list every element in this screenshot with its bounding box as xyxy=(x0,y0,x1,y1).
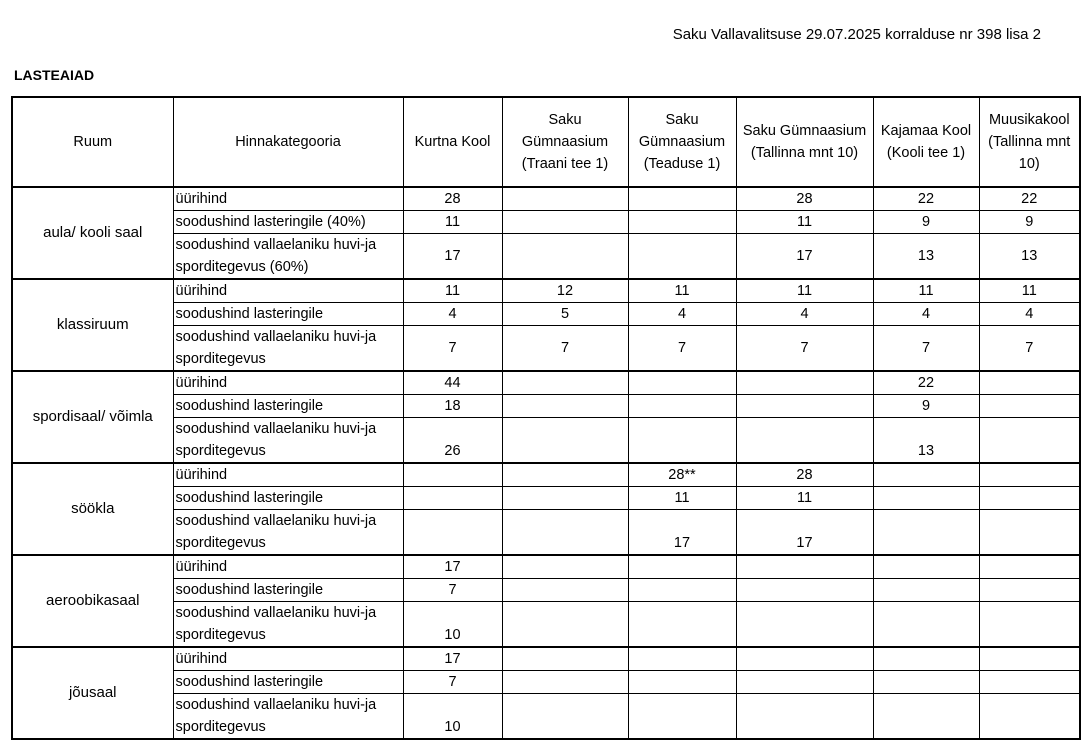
price-value-cell xyxy=(403,487,502,510)
price-value-cell xyxy=(628,371,736,395)
price-category-cell: soodushind lasteringile (40%) xyxy=(173,211,403,234)
table-row xyxy=(12,463,1080,487)
price-value-cell: 28** xyxy=(628,463,736,487)
price-value-cell: 11 xyxy=(403,279,502,303)
price-value-cell xyxy=(736,371,873,395)
price-value-cell xyxy=(736,694,873,740)
price-value-cell xyxy=(979,694,1080,740)
table-row xyxy=(12,326,1080,372)
price-value-cell: 5 xyxy=(502,303,628,326)
price-value-cell: 10 xyxy=(403,694,502,740)
price-value-cell xyxy=(502,555,628,579)
price-category-cell: üürihind xyxy=(173,371,403,395)
price-value-cell xyxy=(628,579,736,602)
price-value-cell xyxy=(502,647,628,671)
price-value-cell xyxy=(628,395,736,418)
price-value-cell: 9 xyxy=(873,211,979,234)
price-category-cell: soodushind vallaelaniku huvi-ja sporditegevus xyxy=(173,694,403,740)
price-value-cell xyxy=(873,579,979,602)
price-value-cell xyxy=(736,418,873,464)
price-value-cell: 22 xyxy=(873,371,979,395)
column-header-kajamaa: Kajamaa Kool (Kooli tee 1) xyxy=(873,97,979,187)
room-name-cell: jõusaal xyxy=(12,647,173,739)
column-header-saku-traani: Saku Gümnaasium (Traani tee 1) xyxy=(502,97,628,187)
price-value-cell xyxy=(873,487,979,510)
price-value-cell: 7 xyxy=(628,326,736,372)
price-value-cell xyxy=(502,211,628,234)
price-category-cell: soodushind vallaelaniku huvi-ja sporditegevus xyxy=(173,418,403,464)
price-value-cell xyxy=(873,647,979,671)
document-reference: Saku Vallavalitsuse 29.07.2025 korralduse nr 398 lisa 2 xyxy=(672,26,1041,43)
price-category-cell: soodushind vallaelaniku huvi-ja sporditegevus xyxy=(173,602,403,648)
price-value-cell xyxy=(979,371,1080,395)
price-category-cell: üürihind xyxy=(173,647,403,671)
price-value-cell xyxy=(979,418,1080,464)
price-value-cell: 44 xyxy=(403,371,502,395)
price-value-cell xyxy=(979,671,1080,694)
price-value-cell: 11 xyxy=(736,487,873,510)
price-category-cell: üürihind xyxy=(173,187,403,211)
price-value-cell xyxy=(502,487,628,510)
price-value-cell xyxy=(628,671,736,694)
table-row xyxy=(12,187,1080,211)
price-category-cell: soodushind lasteringile xyxy=(173,303,403,326)
table-row xyxy=(12,602,1080,648)
room-name-cell: klassiruum xyxy=(12,279,173,371)
price-value-cell xyxy=(628,234,736,280)
price-value-cell xyxy=(873,671,979,694)
price-category-cell: soodushind vallaelaniku huvi-ja sporditegevus xyxy=(173,510,403,556)
price-value-cell xyxy=(502,579,628,602)
price-value-cell xyxy=(873,602,979,648)
price-value-cell: 10 xyxy=(403,602,502,648)
price-value-cell: 12 xyxy=(502,279,628,303)
price-value-cell xyxy=(502,418,628,464)
price-value-cell: 9 xyxy=(979,211,1080,234)
price-value-cell: 7 xyxy=(403,671,502,694)
price-value-cell xyxy=(403,510,502,556)
price-value-cell xyxy=(736,579,873,602)
price-value-cell xyxy=(979,579,1080,602)
price-value-cell xyxy=(979,510,1080,556)
price-value-cell xyxy=(502,510,628,556)
price-value-cell xyxy=(502,602,628,648)
price-value-cell: 4 xyxy=(979,303,1080,326)
header-row xyxy=(12,97,1080,187)
price-value-cell xyxy=(979,463,1080,487)
price-value-cell: 17 xyxy=(736,510,873,556)
price-value-cell xyxy=(979,487,1080,510)
price-value-cell xyxy=(979,602,1080,648)
room-name-cell: aeroobikasaal xyxy=(12,555,173,647)
price-value-cell xyxy=(736,671,873,694)
table-row xyxy=(12,371,1080,395)
price-value-cell xyxy=(502,463,628,487)
price-value-cell xyxy=(502,234,628,280)
price-value-cell xyxy=(873,510,979,556)
table-row xyxy=(12,487,1080,510)
section-title: LASTEAIAD xyxy=(14,67,95,83)
price-value-cell: 4 xyxy=(628,303,736,326)
table-row xyxy=(12,211,1080,234)
column-header-room: Ruum xyxy=(12,97,173,187)
price-value-cell: 26 xyxy=(403,418,502,464)
price-value-cell xyxy=(628,555,736,579)
table-row xyxy=(12,694,1080,740)
table-row xyxy=(12,395,1080,418)
price-category-cell: soodushind vallaelaniku huvi-ja sporditegevus xyxy=(173,326,403,372)
price-value-cell xyxy=(628,211,736,234)
price-value-cell: 9 xyxy=(873,395,979,418)
price-value-cell xyxy=(979,395,1080,418)
price-value-cell xyxy=(628,187,736,211)
price-category-cell: soodushind lasteringile xyxy=(173,579,403,602)
price-value-cell xyxy=(873,555,979,579)
price-value-cell: 17 xyxy=(736,234,873,280)
table-row xyxy=(12,234,1080,280)
price-value-cell: 13 xyxy=(873,418,979,464)
price-value-cell xyxy=(502,371,628,395)
table-row xyxy=(12,303,1080,326)
price-value-cell xyxy=(628,647,736,671)
price-value-cell xyxy=(502,395,628,418)
price-value-cell: 17 xyxy=(403,234,502,280)
price-category-cell: soodushind lasteringile xyxy=(173,487,403,510)
column-header-category: Hinnakategooria xyxy=(173,97,403,187)
price-value-cell xyxy=(502,694,628,740)
table-row xyxy=(12,555,1080,579)
price-value-cell: 11 xyxy=(979,279,1080,303)
price-value-cell: 28 xyxy=(736,187,873,211)
price-value-cell xyxy=(873,694,979,740)
price-value-cell xyxy=(628,694,736,740)
table-row xyxy=(12,647,1080,671)
column-header-muusikakool: Muusikakool (Tallinna mnt 10) xyxy=(979,97,1080,187)
room-name-cell: spordisaal/ võimla xyxy=(12,371,173,463)
price-category-cell: üürihind xyxy=(173,279,403,303)
price-value-cell: 17 xyxy=(403,555,502,579)
price-value-cell xyxy=(736,555,873,579)
price-value-cell: 11 xyxy=(873,279,979,303)
price-value-cell: 11 xyxy=(736,211,873,234)
price-value-cell: 28 xyxy=(736,463,873,487)
price-value-cell: 7 xyxy=(979,326,1080,372)
price-value-cell: 7 xyxy=(403,326,502,372)
price-value-cell: 28 xyxy=(403,187,502,211)
price-value-cell xyxy=(979,555,1080,579)
price-value-cell xyxy=(736,395,873,418)
price-value-cell: 11 xyxy=(628,487,736,510)
price-value-cell: 17 xyxy=(403,647,502,671)
price-value-cell xyxy=(736,602,873,648)
price-value-cell: 7 xyxy=(736,326,873,372)
room-name-cell: aula/ kooli saal xyxy=(12,187,173,279)
price-category-cell: üürihind xyxy=(173,463,403,487)
price-category-cell: üürihind xyxy=(173,555,403,579)
price-table xyxy=(11,96,1081,740)
room-name-cell: söökla xyxy=(12,463,173,555)
table-row xyxy=(12,510,1080,556)
table-row xyxy=(12,418,1080,464)
price-value-cell: 13 xyxy=(979,234,1080,280)
price-value-cell: 18 xyxy=(403,395,502,418)
price-value-cell xyxy=(502,187,628,211)
price-value-cell: 13 xyxy=(873,234,979,280)
price-category-cell: soodushind vallaelaniku huvi-ja sporditegevus (60%) xyxy=(173,234,403,280)
price-value-cell: 7 xyxy=(403,579,502,602)
column-header-saku-teaduse: Saku Gümnaasium (Teaduse 1) xyxy=(628,97,736,187)
table-row xyxy=(12,279,1080,303)
price-value-cell: 11 xyxy=(736,279,873,303)
price-value-cell xyxy=(502,671,628,694)
price-value-cell: 11 xyxy=(628,279,736,303)
price-value-cell: 4 xyxy=(873,303,979,326)
price-value-cell xyxy=(628,418,736,464)
price-value-cell: 4 xyxy=(736,303,873,326)
price-value-cell: 7 xyxy=(502,326,628,372)
price-value-cell: 22 xyxy=(873,187,979,211)
price-value-cell xyxy=(979,647,1080,671)
column-header-saku-tallinna: Saku Gümnaasium (Tallinna mnt 10) xyxy=(736,97,873,187)
price-category-cell: soodushind lasteringile xyxy=(173,395,403,418)
price-value-cell: 22 xyxy=(979,187,1080,211)
column-header-kurtna: Kurtna Kool xyxy=(403,97,502,187)
price-value-cell xyxy=(628,602,736,648)
table-row xyxy=(12,671,1080,694)
table-row xyxy=(12,579,1080,602)
price-value-cell xyxy=(403,463,502,487)
price-value-cell: 17 xyxy=(628,510,736,556)
price-value-cell xyxy=(736,647,873,671)
table-body xyxy=(12,187,1080,739)
price-value-cell: 7 xyxy=(873,326,979,372)
price-value-cell: 4 xyxy=(403,303,502,326)
price-value-cell xyxy=(873,463,979,487)
price-category-cell: soodushind lasteringile xyxy=(173,671,403,694)
price-value-cell: 11 xyxy=(403,211,502,234)
